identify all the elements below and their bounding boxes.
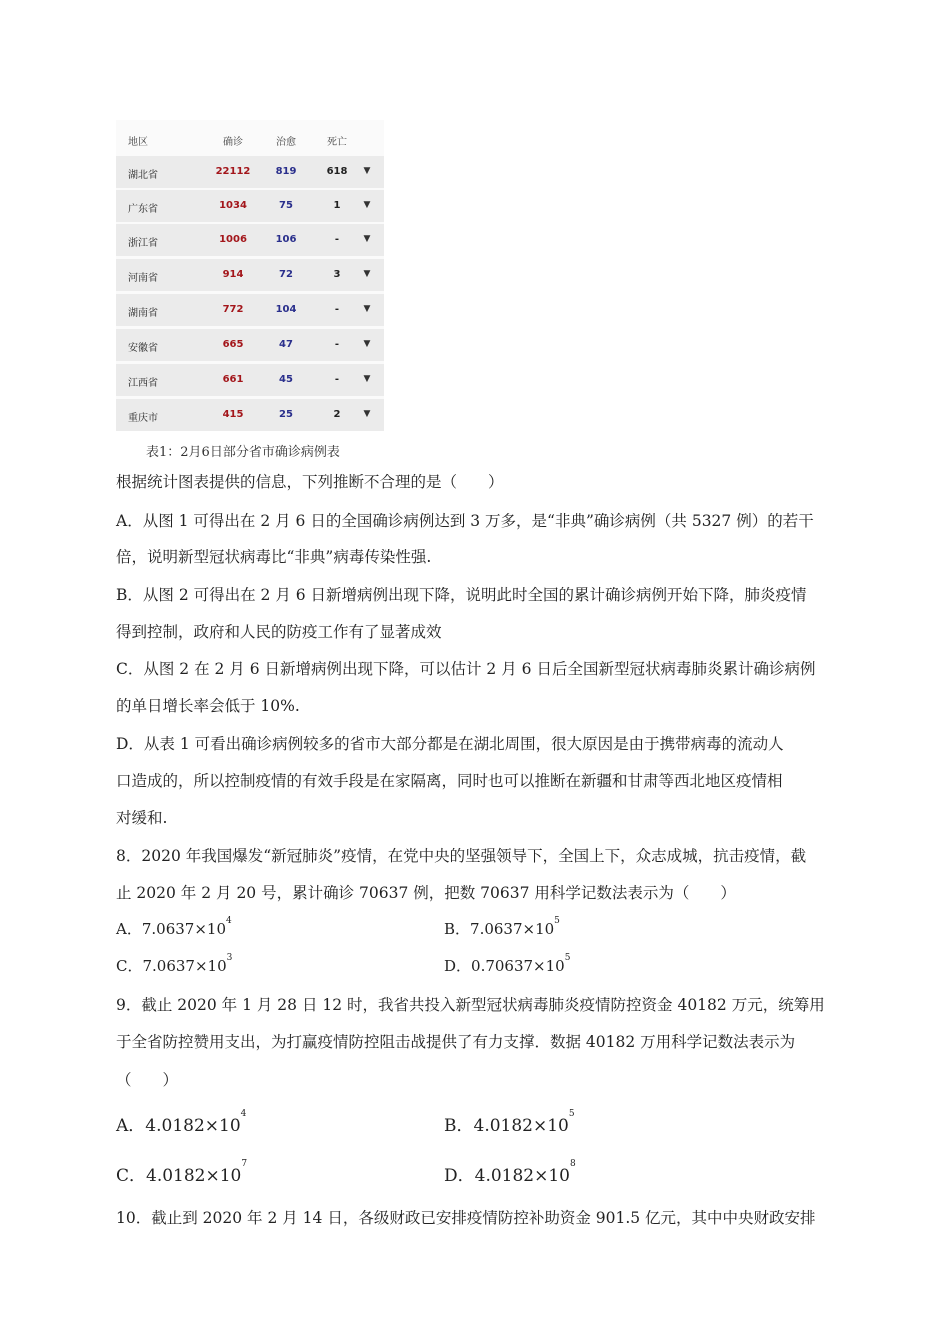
q9-stem-line1: 9．截止 2020 年 1 月 28 日 12 时，我省共投入新型冠状病毒肺炎疫情防控资金 40182 万元，统筹用 [116, 996, 825, 1014]
option-base: 4.0182×10 [146, 1166, 242, 1186]
option-base: 0.70637×10 [471, 957, 565, 975]
q9-stem-line3: （ ） [116, 1071, 179, 1089]
row-cured: 72 [279, 269, 293, 280]
option-exponent: 4 [240, 1109, 247, 1119]
row-deaths: - [334, 304, 340, 315]
row-confirmed: 772 [222, 304, 244, 315]
option-exponent: 5 [564, 953, 571, 963]
row-confirmed: 1006 [219, 234, 247, 245]
option-label: B． [444, 1116, 474, 1136]
row-cured: 819 [275, 166, 297, 177]
option-base: 7.0637×10 [141, 920, 226, 938]
row-confirmed: 1034 [219, 200, 247, 211]
expand-arrow-icon[interactable]: ▼ [363, 374, 371, 384]
row-cured: 75 [279, 200, 293, 211]
q7-option-c-line2: 的单日增长率会低于 10%. [116, 697, 300, 715]
expand-arrow-icon[interactable]: ▼ [363, 304, 371, 314]
row-confirmed: 415 [222, 409, 244, 420]
province-case-table [116, 120, 384, 430]
option-exponent: 4 [225, 916, 232, 926]
q7-stem: 根据统计图表提供的信息，下列推断不合理的是（ ） [116, 473, 504, 491]
expand-arrow-icon[interactable]: ▼ [363, 200, 371, 210]
table-caption: 表1：2月6日部分省市确诊病例表 [146, 445, 340, 460]
q7-option-a-line1: A．从图 1 可得出在 2 月 6 日的全国确诊病例达到 3 万多，是“非典”确诊病例（共 5327 例）的若干 [116, 512, 814, 530]
expand-arrow-icon[interactable]: ▼ [363, 234, 371, 244]
row-region: 浙江省 [128, 238, 158, 249]
row-deaths: 3 [333, 269, 341, 280]
q7-option-d-line3: 对缓和. [116, 809, 168, 827]
expand-arrow-icon[interactable]: ▼ [363, 269, 371, 279]
row-cured: 45 [279, 374, 293, 385]
q8-option-b[interactable] [444, 918, 560, 939]
row-deaths: - [334, 234, 340, 245]
row-deaths: - [334, 374, 340, 385]
option-label: A． [116, 920, 142, 938]
option-label: C． [116, 1166, 147, 1186]
q7-option-d-line2: 口造成的，所以控制疫情的有效手段是在家隔离，同时也可以推断在新疆和甘肃等西北地区疫情相 [116, 772, 783, 790]
option-base: 4.0182×10 [145, 1116, 241, 1136]
row-region: 广东省 [128, 204, 158, 215]
option-label: C． [116, 957, 143, 975]
q8-option-a[interactable] [116, 918, 232, 939]
q7-option-c-line1: C．从图 2 在 2 月 6 日新增病例出现下降，可以估计 2 月 6 日后全国新型冠状病毒肺炎累计确诊病例 [116, 660, 816, 678]
q7-option-a-line2: 倍，说明新型冠状病毒比“非典”病毒传染性强. [116, 548, 432, 566]
option-exponent: 5 [554, 916, 560, 926]
q8-stem-line2: 止 2020 年 2 月 20 号，累计确诊 70637 例，把数 70637 用科学记数法表示为（ ） [116, 884, 736, 902]
table-row[interactable] [116, 224, 384, 256]
q9-option-d[interactable] [444, 1161, 576, 1186]
row-region: 江西省 [128, 378, 158, 389]
table-row[interactable] [116, 259, 384, 291]
q9-option-c[interactable] [116, 1161, 247, 1186]
option-exponent: 7 [241, 1159, 248, 1169]
table-header [116, 120, 384, 156]
expand-arrow-icon[interactable]: ▼ [363, 409, 371, 419]
row-region: 安徽省 [128, 343, 158, 354]
row-deaths: 1 [333, 200, 341, 211]
table-row[interactable] [116, 190, 384, 222]
q10-stem-line1: 10．截止到 2020 年 2 月 14 日，各级财政已安排疫情防控补助资金 901.5 亿元，其中中央财政安排 [116, 1209, 816, 1227]
q9-option-a[interactable] [116, 1111, 246, 1136]
q7-option-b-line1: B．从图 2 可得出在 2 月 6 日新增病例出现下降，说明此时全国的累计确诊病例开始下降，肺炎疫情 [116, 586, 807, 604]
row-cured: 47 [279, 339, 293, 350]
row-deaths: - [334, 339, 340, 350]
row-cured: 25 [279, 409, 293, 420]
expand-arrow-icon[interactable]: ▼ [363, 166, 371, 176]
table-row[interactable] [116, 156, 384, 188]
option-exponent: 3 [226, 953, 233, 963]
expand-arrow-icon[interactable]: ▼ [363, 339, 371, 349]
table-row[interactable] [116, 294, 384, 326]
q9-stem-line2: 于全省防控赞用支出，为打赢疫情防控阻击战提供了有力支撑．数据 40182 万用科学记数法表示为 [116, 1033, 796, 1051]
row-deaths: 2 [333, 409, 341, 420]
option-exponent: 8 [570, 1159, 576, 1169]
option-label: D． [444, 1166, 475, 1186]
option-base: 7.0637×10 [142, 957, 227, 975]
option-label: D． [444, 957, 472, 975]
row-region: 湖北省 [128, 170, 158, 181]
option-base: 4.0182×10 [473, 1116, 569, 1136]
row-region: 河南省 [128, 273, 158, 284]
option-label: A． [116, 1116, 146, 1136]
row-deaths: 618 [326, 166, 348, 177]
row-confirmed: 665 [222, 339, 244, 350]
table-row[interactable] [116, 399, 384, 431]
row-cured: 104 [275, 304, 297, 315]
q8-option-d[interactable] [444, 955, 570, 976]
header-confirmed: 确诊 [223, 137, 243, 148]
table-row[interactable] [116, 364, 384, 396]
row-region: 湖南省 [128, 308, 158, 319]
option-exponent: 5 [568, 1109, 575, 1119]
q7-option-d-line1: D．从表 1 可看出确诊病例较多的省市大部分都是在湖北周围，很大原因是由于携带病毒的流动人 [116, 735, 784, 753]
row-confirmed: 22112 [215, 166, 251, 177]
option-label: B． [444, 920, 471, 938]
table-row[interactable] [116, 329, 384, 361]
q8-option-c[interactable] [116, 955, 232, 976]
q7-option-b-line2: 得到控制，政府和人民的防疫工作有了显著成效 [116, 623, 442, 641]
option-base: 4.0182×10 [474, 1166, 570, 1186]
option-base: 7.0637×10 [470, 920, 555, 938]
row-region: 重庆市 [128, 413, 158, 424]
row-cured: 106 [275, 234, 297, 245]
header-deaths: 死亡 [327, 137, 347, 148]
header-region: 地区 [128, 137, 148, 148]
q8-stem-line1: 8．2020 年我国爆发“新冠肺炎”疫情，在党中央的坚强领导下，全国上下，众志成城，抗击疫情，截 [116, 847, 807, 865]
row-confirmed: 661 [222, 374, 244, 385]
header-cured: 治愈 [276, 137, 296, 148]
q9-option-b[interactable] [444, 1111, 575, 1136]
row-confirmed: 914 [222, 269, 244, 280]
